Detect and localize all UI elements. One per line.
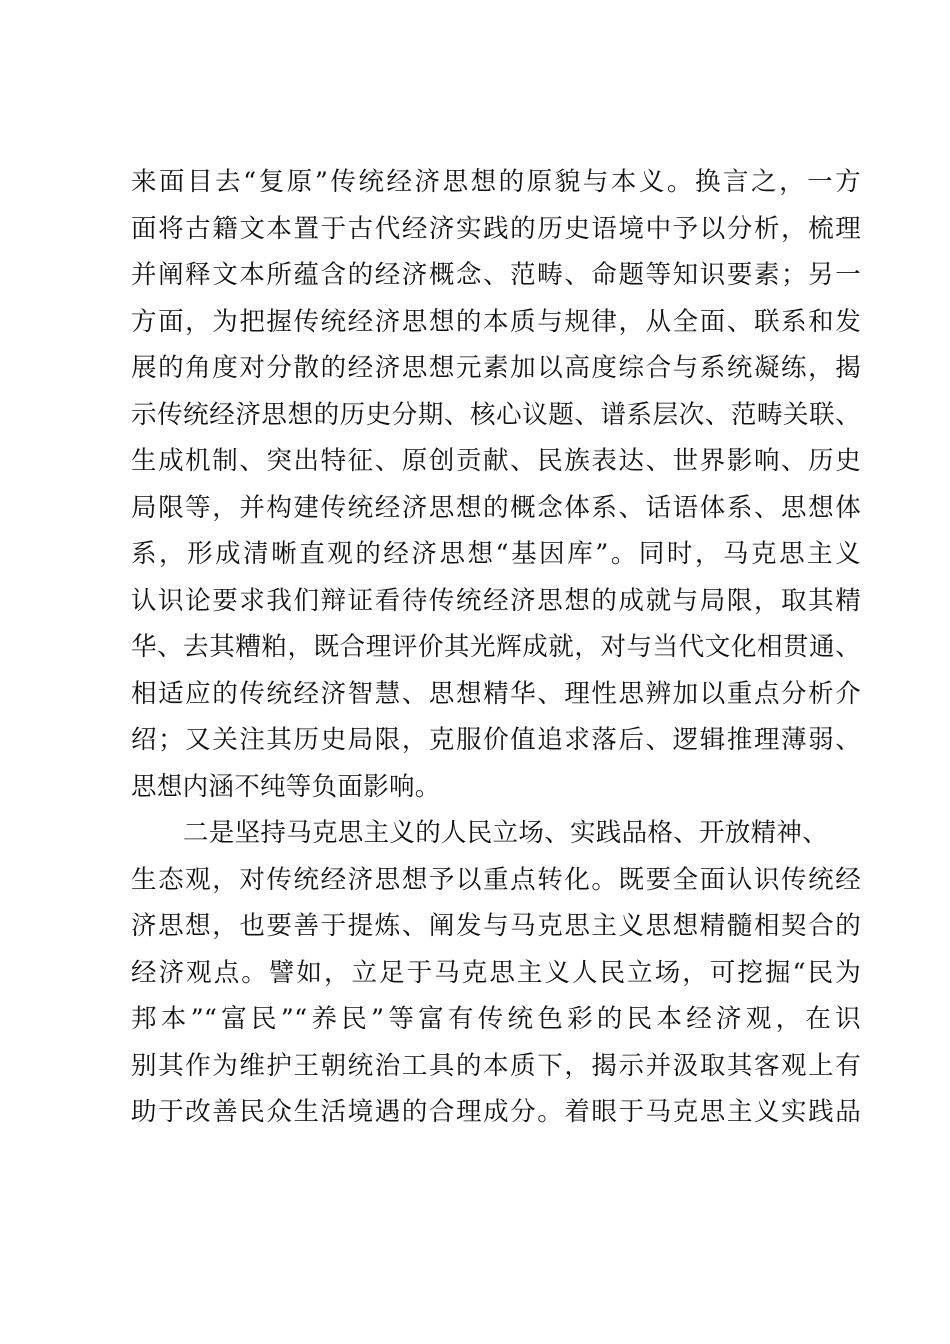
text-line: 示传统经济思想的历史分期、核心议题、谱系层次、范畴关联、 bbox=[131, 399, 861, 430]
text-line: 华、去其糟粕，既合理评价其光辉成就，对与当代文化相贯通、 bbox=[131, 632, 861, 662]
text-line: 别其作为维护王朝统治工具的本质下，揭示并汲取其客观上有 bbox=[131, 1050, 861, 1081]
paragraph-2 bbox=[131, 810, 861, 1136]
text-line: 绍；又关注其历史局限，克服价值追求落后、逻辑推理薄弱、 bbox=[131, 725, 861, 755]
body-text bbox=[131, 159, 861, 1136]
text-line: 方面，为把握传统经济思想的本质与规律，从全面、联系和发 bbox=[131, 306, 861, 337]
text-line: 展的角度对分散的经济思想元素加以高度综合与系统凝练，揭 bbox=[131, 353, 861, 383]
text-line: 邦本”“富民”“养民”等富有传统色彩的民本经济观，在识 bbox=[131, 1004, 861, 1034]
text-line: 面将古籍文本置于古代经济实践的历史语境中予以分析，梳理 bbox=[131, 213, 861, 244]
text-line: 二是坚持马克思主义的人民立场、实践品格、开放精神、 bbox=[183, 818, 829, 848]
text-line: 相适应的传统经济智慧、思想精华、理性思辨加以重点分析介 bbox=[131, 678, 861, 709]
paragraph-1 bbox=[131, 159, 861, 810]
text-line: 思想内涵不纯等负面影响。 bbox=[131, 771, 441, 802]
text-line: 局限等，并构建传统经济思想的概念体系、话语体系、思想体 bbox=[131, 492, 861, 523]
text-line: 认识论要求我们辩证看待传统经济思想的成就与局限，取其精 bbox=[131, 585, 861, 616]
text-line: 系，形成清晰直观的经济思想“基因库”。同时，马克思主义 bbox=[131, 539, 861, 569]
text-line: 生成机制、突出特征、原创贡献、民族表达、世界影响、历史 bbox=[131, 446, 861, 476]
text-line: 并阐释文本所蕴含的经济概念、范畴、命题等知识要素；另一 bbox=[131, 260, 861, 290]
text-line: 生态观，对传统经济思想予以重点转化。既要全面认识传统经 bbox=[131, 864, 861, 895]
text-line: 济思想，也要善于提炼、阐发与马克思主义思想精髓相契合的 bbox=[131, 911, 861, 941]
text-line: 来面目去“复原”传统经济思想的原貌与本义。换言之，一方 bbox=[131, 167, 861, 197]
text-line: 助于改善民众生活境遇的合理成分。着眼于马克思主义实践品 bbox=[131, 1097, 861, 1127]
text-line: 经济观点。譬如，立足于马克思主义人民立场，可挖掘“民为 bbox=[131, 957, 861, 988]
